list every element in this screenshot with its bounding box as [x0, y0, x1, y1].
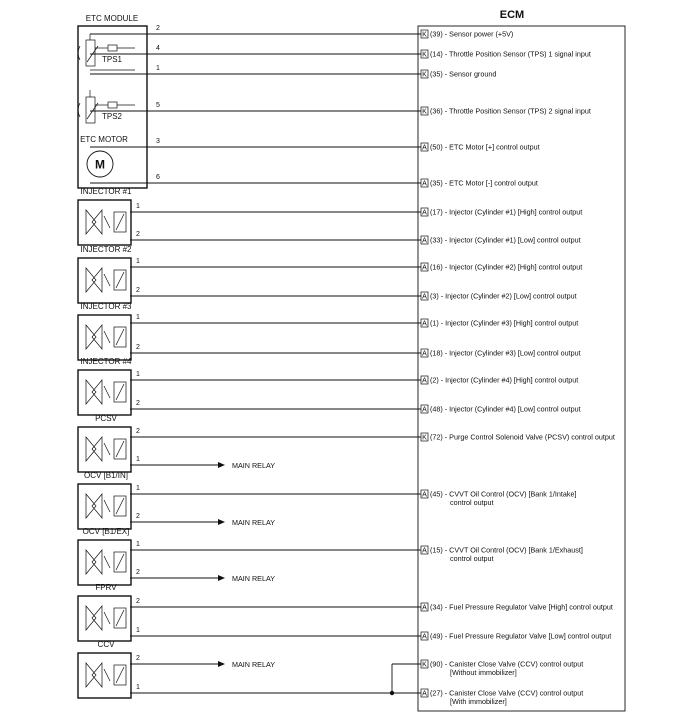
- coil-winding: [116, 384, 124, 400]
- arrow-right-icon: [218, 575, 225, 581]
- main-relay-connection: [130, 518, 275, 527]
- connector-letter: A: [422, 633, 427, 641]
- pin-description: (35) - ETC Motor [-] control output: [430, 178, 538, 188]
- wire-number: 1: [136, 371, 140, 378]
- wire-number: 1: [156, 65, 160, 72]
- wire-number: 2: [136, 513, 140, 520]
- connector-letter: A: [422, 377, 427, 385]
- pin-description: (2) - Injector (Cylinder #4) [High] control output: [430, 375, 579, 385]
- pin-description-line2: [With immobilizer]: [450, 697, 507, 706]
- ecm-pin: [421, 50, 591, 59]
- pin-description: (49) - Fuel Pressure Regulator Valve [Low] control output: [430, 631, 612, 641]
- connector-letter: A: [422, 320, 427, 328]
- ecm-pin: [421, 490, 576, 507]
- plunger-arrow: [104, 556, 110, 568]
- wire-number: 1: [136, 456, 140, 463]
- pin-description: (1) - Injector (Cylinder #3) [High] control output: [430, 318, 579, 328]
- connector-letter: K: [422, 661, 427, 669]
- main-relay-label: MAIN RELAY: [232, 461, 276, 470]
- component-title: FPRV: [95, 583, 117, 592]
- connector-letter: A: [422, 180, 427, 188]
- component-title: OCV [B1/EX]: [82, 527, 130, 536]
- connector-letter: A: [422, 209, 427, 217]
- ecm-pin: [421, 236, 581, 245]
- valve-icon: [92, 210, 102, 234]
- wire-number: 1: [136, 627, 140, 634]
- connector-letter: K: [422, 51, 427, 59]
- ecm-pin: [421, 349, 581, 358]
- wire-number: 2: [136, 287, 140, 294]
- pin-description: (90) - Canister Close Valve (CCV) control output: [430, 659, 584, 669]
- coil-winding: [116, 498, 124, 514]
- pin-description: (72) - Purge Control Solenoid Valve (PCSV) control output: [430, 432, 615, 442]
- wire-number: 6: [156, 174, 160, 181]
- plunger-arrow: [104, 216, 110, 228]
- component-title: CCV: [97, 640, 115, 649]
- component-title: PCSV: [95, 414, 117, 423]
- connector-letter: A: [422, 491, 427, 499]
- component-block: [78, 357, 421, 415]
- ecm-pin-list: [421, 30, 615, 706]
- ecm-pin: [421, 70, 496, 79]
- valve-icon: [92, 437, 102, 461]
- valve-icon: [86, 268, 96, 292]
- pin-description: (48) - Injector (Cylinder #4) [Low] control output: [430, 404, 581, 414]
- etc-module-box: [78, 26, 147, 188]
- coil-winding: [116, 610, 124, 626]
- wire-number: 2: [136, 344, 140, 351]
- pin-description: (35) - Sensor ground: [430, 69, 497, 79]
- main-relay-connection: [130, 574, 275, 583]
- component-title: INJECTOR #1: [80, 187, 132, 196]
- ecm-pin: [421, 30, 513, 39]
- motor-letter: M: [95, 157, 105, 172]
- component-block: [78, 640, 421, 698]
- connector-letter: K: [422, 434, 427, 442]
- main-relay-label: MAIN RELAY: [232, 660, 276, 669]
- wire-number: 2: [156, 25, 160, 32]
- etc-module: [78, 14, 147, 188]
- plunger-arrow: [104, 331, 110, 343]
- plunger-arrow: [104, 274, 110, 286]
- valve-icon: [86, 210, 96, 234]
- pin-description-line2: control output: [450, 554, 494, 563]
- main-relay-connection: [130, 461, 275, 470]
- wire-number: 2: [136, 231, 140, 238]
- connector-letter: A: [422, 604, 427, 612]
- connector-letter: K: [422, 31, 427, 39]
- pin-description: (50) - ETC Motor [+] control output: [430, 142, 540, 152]
- wire-number: 2: [136, 598, 140, 605]
- ecm-pin: [421, 107, 591, 116]
- valve-icon: [92, 663, 102, 687]
- connector-letter: A: [422, 690, 427, 698]
- ecm-pin: [421, 376, 578, 385]
- wire-number: 2: [136, 569, 140, 576]
- plunger-arrow: [104, 669, 110, 681]
- pin-description-line2: control output: [450, 498, 494, 507]
- pin-description: (39) - Sensor power (+5V): [430, 29, 514, 39]
- connector-letter: A: [422, 406, 427, 414]
- plunger-arrow: [104, 443, 110, 455]
- pin-description: (17) - Injector (Cylinder #1) [High] control output: [430, 207, 583, 217]
- ecm-pin: [421, 179, 538, 188]
- ecm-pin: [421, 433, 615, 442]
- valve-icon: [86, 663, 96, 687]
- sensor-output-terminal: [108, 45, 117, 51]
- pin-description: (15) - CVVT Oil Control (OCV) [Bank 1/Exhaust]: [430, 545, 583, 555]
- pin-description: (16) - Injector (Cylinder #2) [High] control output: [430, 262, 583, 272]
- main-relay-label: MAIN RELAY: [232, 574, 276, 583]
- component-title: INJECTOR #4: [80, 357, 132, 366]
- connector-letter: A: [422, 547, 427, 555]
- ecm-pin: [421, 263, 582, 272]
- ecm-pin: [421, 546, 583, 563]
- valve-icon: [92, 268, 102, 292]
- valve-icon: [86, 325, 96, 349]
- etc-motor-title: ETC MOTOR: [80, 135, 128, 144]
- sensor-output-terminal: [108, 102, 117, 108]
- arrow-right-icon: [218, 462, 225, 468]
- connector-letter: K: [422, 108, 427, 116]
- connector-letter: K: [422, 71, 427, 79]
- component-block: [78, 302, 421, 360]
- main-relay-connection: [130, 660, 275, 669]
- arrow-right-icon: [218, 661, 225, 667]
- valve-icon: [92, 606, 102, 630]
- plunger-arrow: [104, 500, 110, 512]
- pin-description: (3) - Injector (Cylinder #2) [Low] control output: [430, 291, 577, 301]
- tps2-sensor: [78, 97, 123, 123]
- pin-description: (34) - Fuel Pressure Regulator Valve [High] control output: [430, 602, 613, 612]
- tps2-sensor-label: TPS2: [101, 112, 123, 121]
- connector-letter: A: [422, 237, 427, 245]
- component-block: [78, 245, 421, 303]
- ecm-pin: [421, 603, 613, 612]
- coil-winding: [116, 214, 124, 230]
- connector-letter: A: [422, 350, 427, 358]
- tps1-sensor: [78, 40, 123, 66]
- component-title: OCV [B1/IN]: [83, 471, 129, 480]
- pin-description: (14) - Throttle Position Sensor (TPS) 1 signal input: [430, 49, 591, 59]
- component-block: [78, 583, 421, 641]
- ecm-pin: [421, 632, 611, 641]
- wire-number: 2: [136, 428, 140, 435]
- ecm-pin: [421, 319, 578, 328]
- valve-icon: [92, 380, 102, 404]
- coil-winding: [116, 272, 124, 288]
- pin-description: (18) - Injector (Cylinder #3) [Low] control output: [430, 348, 581, 358]
- ecm-pin: [421, 292, 577, 301]
- valve-icon: [92, 550, 102, 574]
- pin-description-line2: [Without immobilizer]: [450, 668, 517, 677]
- wire-number: 1: [136, 258, 140, 265]
- wire-number: 1: [136, 485, 140, 492]
- wire-number: 4: [156, 45, 160, 52]
- ecm-pin: [421, 405, 581, 414]
- wire-number: 2: [136, 655, 140, 662]
- valve-icon: [86, 606, 96, 630]
- main-relay-label: MAIN RELAY: [232, 518, 276, 527]
- pin-description: (33) - Injector (Cylinder #1) [Low] control output: [430, 235, 581, 245]
- ecm-title: ECM: [499, 9, 525, 21]
- valve-icon: [92, 494, 102, 518]
- ecm-pin: [421, 208, 582, 217]
- component-title: INJECTOR #2: [80, 245, 132, 254]
- component-title: INJECTOR #3: [80, 302, 132, 311]
- wire-number: 1: [136, 203, 140, 210]
- wire-number: 3: [156, 138, 160, 145]
- plunger-arrow: [104, 612, 110, 624]
- valve-icon: [86, 550, 96, 574]
- connector-letter: A: [422, 293, 427, 301]
- coil-winding: [116, 554, 124, 570]
- connector-letter: A: [422, 264, 427, 272]
- pin-description: (27) - Canister Close Valve (CCV) control output: [430, 688, 584, 698]
- ecm-pin: [421, 143, 540, 152]
- valve-icon: [86, 437, 96, 461]
- pin-description: (45) - CVVT Oil Control (OCV) [Bank 1/Intake]: [430, 489, 577, 499]
- coil-winding: [116, 667, 124, 683]
- ecm-pin: [421, 660, 583, 677]
- wire-number: 1: [136, 684, 140, 691]
- component-block: [78, 187, 421, 245]
- arrow-right-icon: [218, 519, 225, 525]
- wire-number: 2: [136, 400, 140, 407]
- wire-number: 1: [136, 314, 140, 321]
- pin-description: (36) - Throttle Position Sensor (TPS) 2 signal input: [430, 106, 591, 116]
- wire-number: 1: [136, 541, 140, 548]
- ecm-pin: [421, 689, 583, 706]
- plunger-arrow: [104, 386, 110, 398]
- splice-dot: [390, 691, 394, 695]
- coil-winding: [116, 329, 124, 345]
- tps1-sensor-label: TPS1: [101, 55, 123, 64]
- coil-winding: [116, 441, 124, 457]
- valve-icon: [92, 325, 102, 349]
- valve-icon: [86, 380, 96, 404]
- etc-module-title: ETC MODULE: [85, 14, 139, 23]
- wire-number: 5: [156, 102, 160, 109]
- connector-letter: A: [422, 144, 427, 152]
- valve-icon: [86, 494, 96, 518]
